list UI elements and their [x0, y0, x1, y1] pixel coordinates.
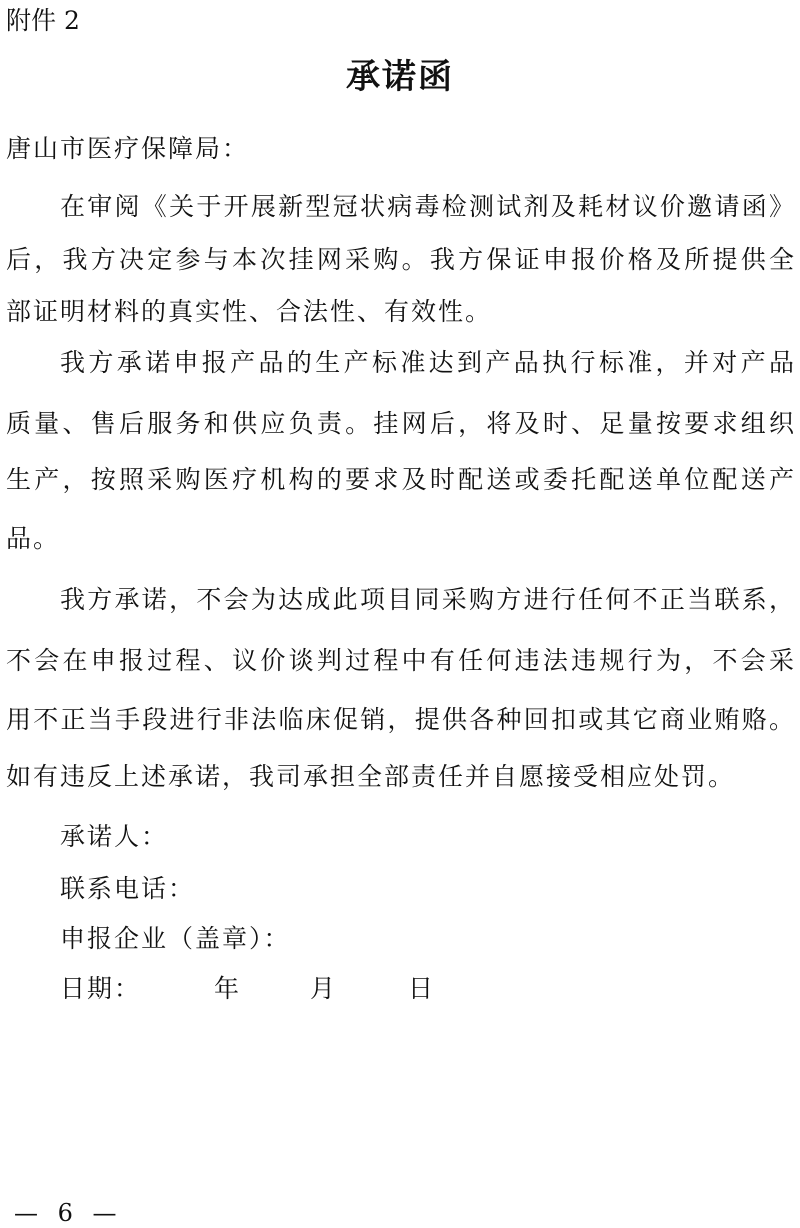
paragraph-3-line-3: 用不正当手段进行非法临床促销，提供各种回扣或其它商业贿赂。 [6, 705, 794, 734]
paragraph-2-line-1: 我方承诺申报产品的生产标准达到产品执行标准，并对产品 [60, 348, 794, 377]
paragraph-2-line-3: 生产，按照采购医疗机构的要求及时配送或委托配送单位配送产 [6, 465, 794, 494]
date-label: 日期： [60, 974, 142, 1003]
attachment-label: 附件 2 [6, 6, 80, 35]
paragraph-3-line-1: 我方承诺，不会为达成此项目同采购方进行任何不正当联系， [60, 585, 794, 614]
promisor-label: 承诺人： [60, 822, 169, 851]
company-seal-label: 申报企业（盖章）： [60, 924, 291, 953]
document-title: 承诺函 [346, 57, 454, 97]
date-day: 日 [408, 974, 434, 1003]
paragraph-2-line-4: 品。 [6, 524, 61, 553]
paragraph-1-line-1: 在审阅《关于开展新型冠状病毒检测试剂及耗材议价邀请函》 [60, 192, 794, 221]
paragraph-1-line-2: 后，我方决定参与本次挂网采购。我方保证申报价格及所提供全 [6, 245, 794, 274]
paragraph-2-line-2: 质量、售后服务和供应负责。挂网后，将及时、足量按要求组织 [6, 409, 794, 438]
paragraph-3-line-2: 不会在申报过程、议价谈判过程中有任何违法违规行为，不会采 [6, 646, 794, 675]
paragraph-3-line-4: 如有违反上述承诺，我司承担全部责任并自愿接受相应处罚。 [6, 762, 736, 791]
date-month: 月 [310, 974, 336, 1003]
paragraph-1-line-3: 部证明材料的真实性、合法性、有效性。 [6, 297, 493, 326]
addressee: 唐山市医疗保障局： [6, 134, 250, 163]
page-number: — 6 — [14, 1199, 123, 1227]
phone-label: 联系电话： [60, 874, 196, 903]
date-year: 年 [214, 974, 240, 1003]
